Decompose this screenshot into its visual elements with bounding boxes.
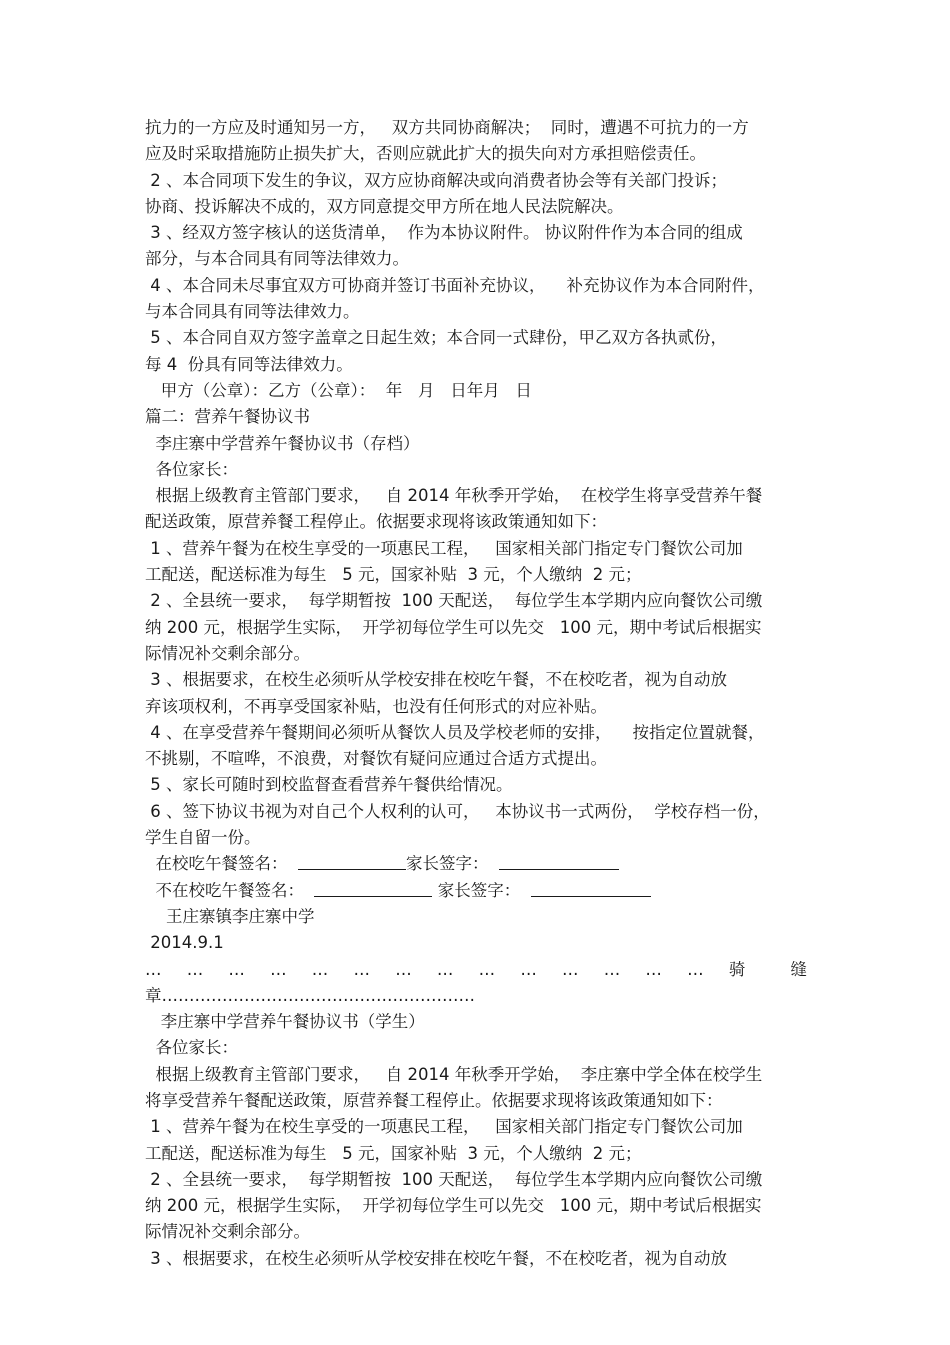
signature-row-off-campus — [145, 878, 807, 904]
agreement-title: 李庄寨中学营养午餐协议书（学生） — [145, 1012, 425, 1032]
text-line: 根据上级教育主管部门要求， 自 2014 年秋季开学始， 李庄寨中学全体在校学生 — [145, 1064, 763, 1084]
parent-signature-blank[interactable] — [531, 878, 651, 897]
text-line: 部分，与本合同具有同等法律效力。 — [145, 249, 409, 269]
text-line: 抗力的一方应及时通知另一方， 双方共同协商解决； 同时，遭遇不可抗力的一方 — [145, 118, 749, 137]
parent-signature-label: 家长签字： — [432, 880, 531, 900]
seam-seal-line: … … … … … … … … … … … … … … 骑 缝 — [145, 959, 807, 979]
text-line: 际情况补交剩余部分。 — [145, 643, 310, 663]
text-line: 纳 200 元，根据学生实际， 开学初每位学生可以先交 100 元，期中考试后根据实 — [145, 1196, 762, 1216]
school-name: 王庄寨镇李庄寨中学 — [145, 906, 315, 926]
text-line: 工配送，配送标准为每生 5 元，国家补贴 3 元，个人缴纳 2 元； — [145, 1143, 642, 1163]
text-line: 际情况补交剩余部分。 — [145, 1222, 310, 1242]
seal-line: 甲方（公章）：乙方（公章）： 年 月 日年月 日 — [145, 380, 532, 400]
text-line: 4 、在享受营养午餐期间必须听从餐饮人员及学校老师的安排， 按指定位置就餐， — [145, 722, 765, 742]
text-line: 3 、经双方签字核认的送货清单， 作为本协议附件。 协议附件作为本合同的组成 — [145, 223, 743, 243]
signature-row-on-campus — [145, 851, 807, 877]
text-line: 纳 200 元，根据学生实际， 开学初每位学生可以先交 100 元，期中考试后根据实 — [145, 617, 762, 637]
text-line: 5 、本合同自双方签字盖章之日起生效；本合同一式肆份，甲乙双方各执贰份， — [145, 328, 727, 348]
text-line: 2 、全县统一要求， 每学期暂按 100 天配送， 每位学生本学期内应向餐饮公司缴 — [145, 591, 763, 611]
signature-blank[interactable] — [298, 851, 406, 870]
salutation: 各位家长： — [145, 459, 238, 479]
text-line: 2 、本合同项下发生的争议，双方应协商解决或向消费者协会等有关部门投诉； — [145, 170, 727, 190]
text-line: 2 、全县统一要求， 每学期暂按 100 天配送， 每位学生本学期内应向餐饮公司缴 — [145, 1169, 763, 1189]
document-body — [145, 115, 807, 1272]
signature-blank[interactable] — [314, 878, 432, 897]
parent-signature-label: 家长签字： — [405, 854, 499, 874]
text-line: 学生自留一份。 — [145, 828, 261, 848]
text-line: 协商、投诉解决不成的，双方同意提交甲方所在地人民法院解决。 — [145, 196, 624, 216]
text-line: 6 、签下协议书视为对自己个人权利的认可， 本协议书一式两份， 学校存档一份， — [145, 801, 770, 821]
date-line: 2014.9.1 — [145, 933, 224, 953]
salutation: 各位家长： — [145, 1038, 238, 1058]
text-line: 根据上级教育主管部门要求， 自 2014 年秋季开学始， 在校学生将享受营养午餐 — [145, 486, 763, 506]
text-line: 3 、根据要求，在校生必须听从学校安排在校吃午餐，不在校吃者，视为自动放 — [145, 670, 727, 690]
text-line: 4 、本合同未尽事宜双方可协商并签订书面补充协议， 补充协议作为本合同附件， — [145, 275, 765, 295]
text-line: 1 、营养午餐为在校生享受的一项惠民工程， 国家相关部门指定专门餐饮公司加 — [145, 1117, 743, 1137]
section-heading: 篇二：营养午餐协议书 — [145, 407, 310, 427]
text-line: 1 、营养午餐为在校生享受的一项惠民工程， 国家相关部门指定专门餐饮公司加 — [145, 538, 743, 558]
text-line: 配送政策，原营养餐工程停止。依据要求现将该政策通知如下： — [145, 512, 607, 532]
text-line: 将享受营养午餐配送政策，原营养餐工程停止。依据要求现将该政策通知如下： — [145, 1090, 723, 1110]
text-line: 弃该项权利，不再享受国家补贴，也没有任何形式的对应补贴。 — [145, 696, 607, 716]
agreement-title: 李庄寨中学营养午餐协议书（存档） — [145, 433, 420, 453]
text-line: 应及时采取措施防止损失扩大，否则应就此扩大的损失向对方承担赔偿责任。 — [145, 144, 706, 164]
signature-label: 在校吃午餐签名： — [145, 854, 298, 874]
parent-signature-blank[interactable] — [499, 851, 619, 870]
text-line: 工配送，配送标准为每生 5 元，国家补贴 3 元，个人缴纳 2 元； — [145, 565, 642, 585]
text-line: 5 、家长可随时到校监督查看营养午餐供给情况。 — [145, 775, 513, 795]
seam-seal-end: 章………………………………………………… — [145, 985, 475, 1005]
signature-label: 不在校吃午餐签名： — [145, 880, 315, 900]
text-line: 3 、根据要求，在校生必须听从学校安排在校吃午餐，不在校吃者，视为自动放 — [145, 1248, 727, 1268]
text-line: 与本合同具有同等法律效力。 — [145, 302, 360, 322]
text-line: 每 4 份具有同等法律效力。 — [145, 354, 353, 374]
text-line: 不挑剔，不喧哗，不浪费，对餐饮有疑问应通过合适方式提出。 — [145, 749, 607, 769]
